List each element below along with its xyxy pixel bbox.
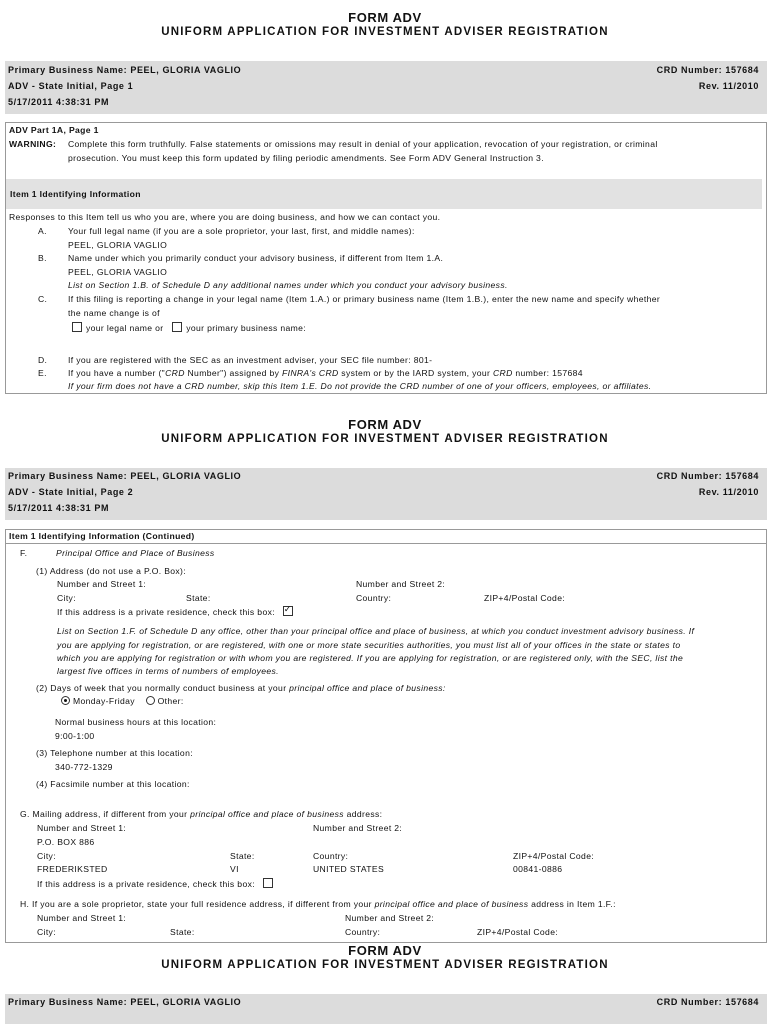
g-state-value: VI xyxy=(230,864,239,874)
f-note-1: List on Section 1.F. of Schedule D any office, other than your principal office and place of business, at which you conduct investment advisory business. If xyxy=(57,626,695,636)
g-street1-label: Number and Street 1: xyxy=(37,823,127,833)
timestamp: 5/17/2011 4:38:31 PM xyxy=(8,97,110,107)
g-street2-label: Number and Street 2: xyxy=(313,823,403,833)
item-a-letter: A. xyxy=(38,226,47,236)
g-private-residence-row: If this address is a private residence, check this box: xyxy=(37,878,277,890)
responses-text: Responses to this Item tell us who you are, where you are doing business, and how we can contact you. xyxy=(9,212,441,222)
item-g-text: G. Mailing address, if different from your principal office and place of business address: xyxy=(20,809,383,819)
item-c-text-1: If this filing is reporting a change in your legal name (Item 1.A.) or primary business name (Item 1.B.), enter the new name and specify whether xyxy=(68,294,661,304)
revision: Rev. 11/2010 xyxy=(698,81,759,91)
h-street2-label: Number and Street 2: xyxy=(345,913,435,923)
state-label: State: xyxy=(186,593,211,603)
item-c-text-2: the name change is of xyxy=(68,308,160,318)
business-name: Primary Business Name: PEEL, GLORIA VAGLIO xyxy=(8,65,242,75)
item-e-letter: E. xyxy=(38,368,47,378)
g-state-label: State: xyxy=(230,851,255,861)
page-label-2: ADV - State Initial, Page 2 xyxy=(8,487,134,497)
item-b-note: List on Section 1.B. of Schedule D any additional names under which you conduct your advisory business. xyxy=(68,280,508,290)
f-note-2: you are applying for registration, or are registered, with one or more state securities authorities, you must list all of your offices in the state or states to xyxy=(57,640,681,650)
item-c-letter: C. xyxy=(38,294,48,304)
g-city-label: City: xyxy=(37,851,56,861)
g-city-value: FREDERIKSTED xyxy=(37,864,108,874)
crd-number: CRD Number: 157684 xyxy=(656,65,759,75)
item-f-title: Principal Office and Place of Business xyxy=(56,548,215,558)
f3-label: (3) Telephone number at this location: xyxy=(36,748,193,758)
g-country-label: Country: xyxy=(313,851,349,861)
legal-name-value: PEEL, GLORIA VAGLIO xyxy=(68,240,168,250)
form-subtitle-3: UNIFORM APPLICATION FOR INVESTMENT ADVISER REGISTRATION xyxy=(161,959,609,971)
timestamp-2: 5/17/2011 4:38:31 PM xyxy=(8,503,110,513)
f-note-4: largest five offices in terms of numbers of employees. xyxy=(57,666,279,676)
private-residence-checkbox[interactable] xyxy=(283,606,293,616)
monday-friday-radio[interactable] xyxy=(61,696,70,705)
h-state-label: State: xyxy=(170,927,195,937)
revision-2: Rev. 11/2010 xyxy=(698,487,759,497)
other-radio[interactable] xyxy=(146,696,155,705)
monday-friday-label: Monday-Friday xyxy=(73,696,135,706)
hours-value: 9:00-1:00 xyxy=(55,731,95,741)
phone-value: 340-772-1329 xyxy=(55,762,113,772)
f-note-3: which you are applying for registration or with whom you are registered. If you are applying for registration, or are registered only, with the SEC, list the xyxy=(57,653,684,663)
form-title: FORM ADV xyxy=(348,10,422,25)
g-zip-label: ZIP+4/Postal Code: xyxy=(513,851,595,861)
item1-cont-title: Item 1 Identifying Information (Continued) xyxy=(9,531,195,541)
other-label: Other: xyxy=(157,696,184,706)
h-zip-label: ZIP+4/Postal Code: xyxy=(477,927,559,937)
h-city-label: City: xyxy=(37,927,56,937)
business-name-value: PEEL, GLORIA VAGLIO xyxy=(68,267,168,277)
item-a-text: Your full legal name (if you are a sole proprietor, your last, first, and middle names): xyxy=(68,226,415,236)
item-b-text: Name under which you primarily conduct your advisory business, if different from Item 1.A. xyxy=(68,253,444,263)
form-subtitle: UNIFORM APPLICATION FOR INVESTMENT ADVISER REGISTRATION xyxy=(161,26,609,38)
warning-text-2: prosecution. You must keep this form updated by filing periodic amendments. See Form ADV General Instruction 3. xyxy=(68,153,544,163)
item-d-text: If you are registered with the SEC as an investment adviser, your SEC file number: 801- xyxy=(68,355,433,365)
business-name-2: Primary Business Name: PEEL, GLORIA VAGLIO xyxy=(8,471,242,481)
part-label: ADV Part 1A, Page 1 xyxy=(9,125,99,135)
warning-label: WARNING: xyxy=(9,139,57,149)
f1-label: (1) Address (do not use a P.O. Box): xyxy=(36,566,187,576)
hours-label: Normal business hours at this location: xyxy=(55,717,217,727)
legal-name-checkbox[interactable] xyxy=(72,322,82,332)
item1-title: Item 1 Identifying Information xyxy=(10,189,141,199)
street1-label: Number and Street 1: xyxy=(57,579,147,589)
legal-name-option-label: your legal name or xyxy=(86,323,164,333)
page-header-2 xyxy=(5,468,767,520)
business-name-option-label: your primary business name: xyxy=(186,323,307,333)
business-name-3: Primary Business Name: PEEL, GLORIA VAGLIO xyxy=(8,997,242,1007)
page-header-3 xyxy=(5,994,767,1024)
street2-label: Number and Street 2: xyxy=(356,579,446,589)
days-options xyxy=(61,696,184,707)
h-country-label: Country: xyxy=(345,927,381,937)
item-e-text: If you have a number ("CRD Number") assigned by FINRA's CRD system or by the IARD system, your CRD number: 157684 xyxy=(68,368,583,378)
g-street1-value: P.O. BOX 886 xyxy=(37,837,95,847)
business-name-checkbox[interactable] xyxy=(172,322,182,332)
country-label: Country: xyxy=(356,593,392,603)
item-h-text: H. If you are a sole proprietor, state your full residence address, if different from your principal office and place of business address in Item 1.F.: xyxy=(20,899,616,909)
crd-number-2: CRD Number: 157684 xyxy=(656,471,759,481)
warning-text-1: Complete this form truthfully. False statements or omissions may result in denial of your application, revocation of your registration, or criminal xyxy=(68,139,658,149)
f4-label: (4) Facsimile number at this location: xyxy=(36,779,190,789)
item-f-letter: F. xyxy=(20,548,28,558)
g-country-value: UNITED STATES xyxy=(313,864,385,874)
page-label: ADV - State Initial, Page 1 xyxy=(8,81,134,91)
g-private-residence-checkbox[interactable] xyxy=(263,878,273,888)
form-title-2: FORM ADV xyxy=(348,417,422,432)
crd-number-3: CRD Number: 157684 xyxy=(656,997,759,1007)
item-d-letter: D. xyxy=(38,355,48,365)
item-b-letter: B. xyxy=(38,253,47,263)
item-e-note: If your firm does not have a CRD number, skip this Item 1.E. Do not provide the CRD number of one of your officers, employees, or affiliates. xyxy=(68,381,652,391)
divider xyxy=(6,543,766,544)
private-residence-row: If this address is a private residence, check this box: ✓ xyxy=(57,606,297,618)
zip-label: ZIP+4/Postal Code: xyxy=(484,593,566,603)
f2-label: (2) Days of week that you normally conduct business at your principal office and place of business: xyxy=(36,683,446,693)
page-header xyxy=(5,61,767,114)
item-c-options xyxy=(72,322,306,334)
form-title-3: FORM ADV xyxy=(348,943,422,958)
g-zip-value: 00841-0886 xyxy=(513,864,563,874)
city-label: City: xyxy=(57,593,76,603)
h-street1-label: Number and Street 1: xyxy=(37,913,127,923)
form-subtitle-2: UNIFORM APPLICATION FOR INVESTMENT ADVISER REGISTRATION xyxy=(161,433,609,445)
